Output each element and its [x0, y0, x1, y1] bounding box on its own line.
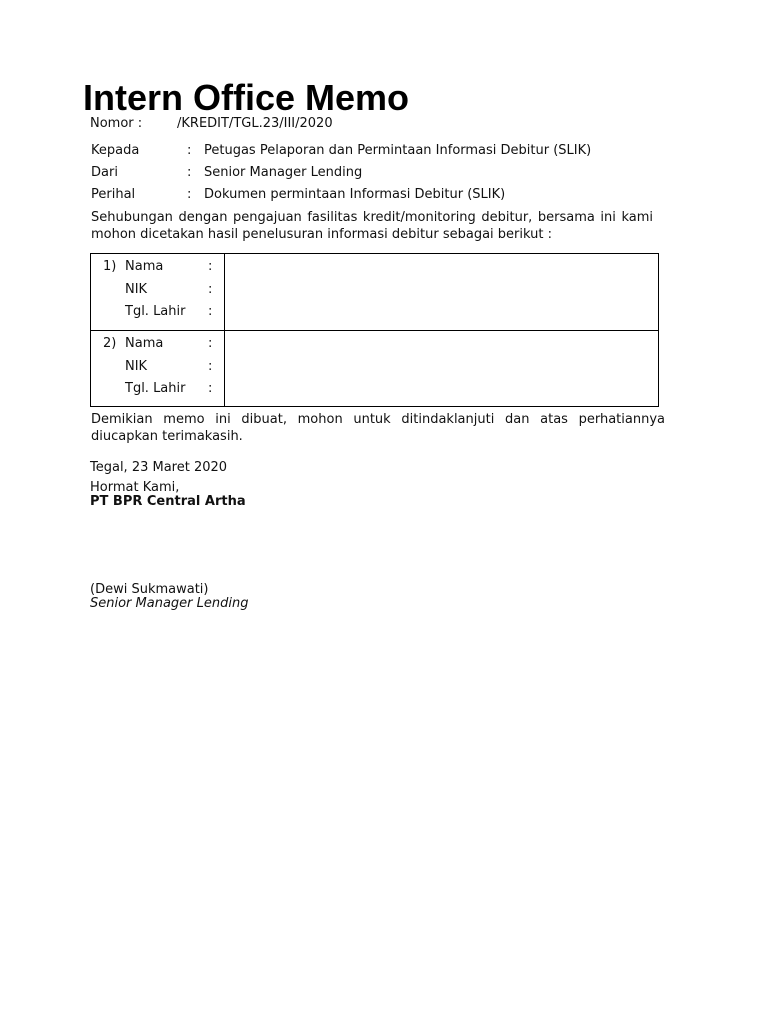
- debtor-entry-1: [91, 254, 658, 331]
- perihal-label: Perihal: [91, 187, 136, 202]
- nik-colon: :: [208, 282, 213, 297]
- nama-label: Nama: [125, 336, 164, 351]
- dari-colon: :: [187, 165, 192, 180]
- debtor-entry-2: [91, 331, 658, 408]
- tgl-lahir-label: Tgl. Lahir: [125, 304, 186, 319]
- nama-colon: :: [208, 259, 213, 274]
- signer-position: Senior Manager Lending: [90, 596, 249, 611]
- debtor-number: 1): [103, 259, 117, 274]
- nik-label: NIK: [125, 359, 148, 374]
- dari-label: Dari: [91, 165, 118, 180]
- tgl-lahir-colon: :: [208, 381, 213, 396]
- nik-colon: :: [208, 359, 213, 374]
- nik-label: NIK: [125, 282, 148, 297]
- tgl-lahir-label: Tgl. Lahir: [125, 381, 186, 396]
- memo-date: Tegal, 23 Maret 2020: [90, 460, 228, 475]
- perihal-value: Dokumen permintaan Informasi Debitur (SLIK): [204, 187, 506, 202]
- intro-paragraph: Sehubungan dengan pengajuan fasilitas kredit/monitoring debitur, bersama ini kami mohon dicetakan hasil penelusuran informasi debitur sebagai berikut :: [91, 210, 653, 242]
- kepada-value: Petugas Pelaporan dan Permintaan Informasi Debitur (SLIK): [204, 143, 592, 158]
- debtor-number: 2): [103, 336, 117, 351]
- signer-name: (Dewi Sukmawati): [90, 582, 209, 597]
- nomor-value: /KREDIT/TGL.23/III/2020: [177, 116, 333, 131]
- dari-value: Senior Manager Lending: [204, 165, 363, 180]
- kepada-label: Kepada: [91, 143, 140, 158]
- nama-label: Nama: [125, 259, 164, 274]
- tgl-lahir-colon: :: [208, 304, 213, 319]
- closing-paragraph: Demikian memo ini dibuat, mohon untuk ditindaklanjuti dan atas perhatiannya diucapkan terimakasih.: [91, 412, 665, 444]
- perihal-colon: :: [187, 187, 192, 202]
- kepada-colon: :: [187, 143, 192, 158]
- regards-text: Hormat Kami,: [90, 480, 180, 495]
- memo-title: Intern Office Memo: [83, 77, 410, 118]
- nomor-label: Nomor :: [90, 116, 143, 131]
- company-name: PT BPR Central Artha: [90, 494, 246, 509]
- debtor-table: [90, 253, 659, 407]
- nama-colon: :: [208, 336, 213, 351]
